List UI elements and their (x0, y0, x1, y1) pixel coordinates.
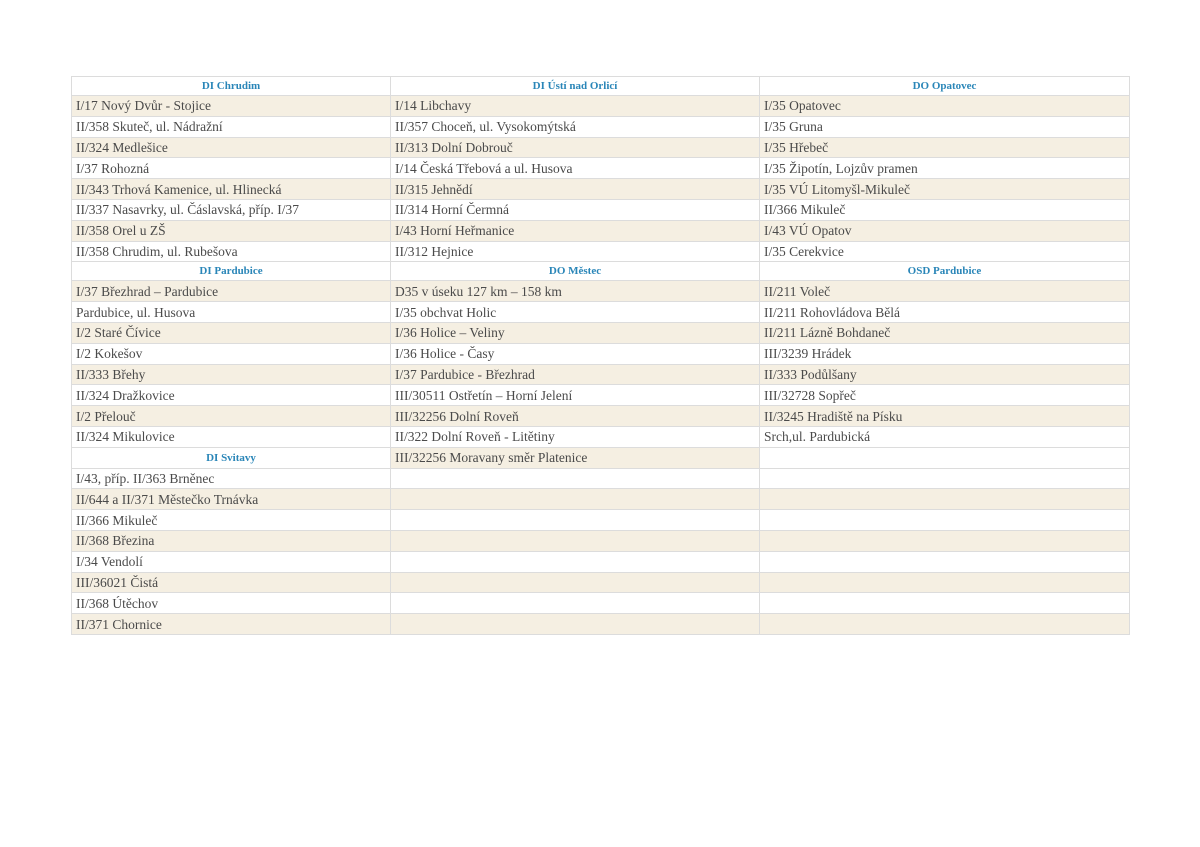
table-cell: I/43 VÚ Opatov (760, 220, 1130, 241)
table-cell-empty (391, 489, 760, 510)
table-cell: I/35 obchvat Holic (391, 302, 760, 323)
table-cell-empty (760, 447, 1130, 468)
table-cell: I/35 Gruna (760, 116, 1130, 137)
table-cell: I/37 Pardubice - Březhrad (391, 364, 760, 385)
table-cell: II/333 Břehy (72, 364, 391, 385)
table-cell: II/368 Březina (72, 530, 391, 551)
table-row (72, 551, 1130, 572)
table-cell: I/43, příp. II/363 Brněnec (72, 468, 391, 489)
table-row (72, 364, 1130, 385)
table-cell: I/36 Holice - Časy (391, 343, 760, 364)
table-cell: D35 v úseku 127 km – 158 km (391, 281, 760, 302)
table-row (72, 343, 1130, 364)
table-row (72, 179, 1130, 200)
section-title: OSD Pardubice (760, 262, 1130, 281)
table-cell: I/2 Kokešov (72, 343, 391, 364)
table-cell-empty (760, 510, 1130, 531)
table-cell: I/43 Horní Heřmanice (391, 220, 760, 241)
table-row (72, 593, 1130, 614)
table-cell: I/35 Opatovec (760, 96, 1130, 117)
table-row (72, 158, 1130, 179)
table-cell: II/366 Mikuleč (72, 510, 391, 531)
table-cell: III/30511 Ostřetín – Horní Jelení (391, 385, 760, 406)
table-row (72, 137, 1130, 158)
table-cell-empty (391, 510, 760, 531)
table-cell: II/358 Orel u ZŠ (72, 220, 391, 241)
table-cell: II/358 Chrudim, ul. Rubešova (72, 241, 391, 262)
table-row (72, 281, 1130, 302)
table-row (72, 614, 1130, 635)
table-cell: III/36021 Čistá (72, 572, 391, 593)
section-title: DI Svitavy (72, 447, 391, 468)
table-cell: II/313 Dolní Dobrouč (391, 137, 760, 158)
table-row (72, 530, 1130, 551)
table-cell: I/2 Staré Čívice (72, 322, 391, 343)
section-header-row (72, 262, 1130, 281)
table-cell-empty (760, 551, 1130, 572)
table-cell: II/343 Trhová Kamenice, ul. Hlinecká (72, 179, 391, 200)
section-title: DO Městec (391, 262, 760, 281)
table-cell: I/37 Březhrad – Pardubice (72, 281, 391, 302)
table-cell-empty (391, 468, 760, 489)
table-cell: Srch,ul. Pardubická (760, 426, 1130, 447)
table-cell: II/312 Hejnice (391, 241, 760, 262)
table-row (72, 116, 1130, 137)
table-cell-empty (760, 489, 1130, 510)
table-row (72, 199, 1130, 220)
table-row (72, 447, 1130, 468)
table-cell: II/314 Horní Čermná (391, 199, 760, 220)
table-cell: III/32256 Moravany směr Platenice (391, 447, 760, 468)
section-header-row (72, 77, 1130, 96)
table-cell: II/644 a II/371 Městečko Trnávka (72, 489, 391, 510)
table-cell: II/357 Choceň, ul. Vysokomýtská (391, 116, 760, 137)
table-cell-empty (391, 572, 760, 593)
table-cell: I/17 Nový Dvůr - Stojice (72, 96, 391, 117)
table-cell: II/324 Dražkovice (72, 385, 391, 406)
table-row (72, 489, 1130, 510)
table-cell: I/34 Vendolí (72, 551, 391, 572)
table-cell: II/366 Mikuleč (760, 199, 1130, 220)
table-cell-empty (391, 530, 760, 551)
table-row (72, 572, 1130, 593)
table-cell: I/35 Hřebeč (760, 137, 1130, 158)
table-cell: III/3239 Hrádek (760, 343, 1130, 364)
table-cell-empty (760, 530, 1130, 551)
table-cell: Pardubice, ul. Husova (72, 302, 391, 323)
table-cell: I/36 Holice – Veliny (391, 322, 760, 343)
table-cell: II/324 Medlešice (72, 137, 391, 158)
table-cell: I/14 Česká Třebová a ul. Husova (391, 158, 760, 179)
section-title: DI Ústí nad Orlicí (391, 77, 760, 96)
table-cell-empty (760, 593, 1130, 614)
table-cell-empty (760, 614, 1130, 635)
table-cell: II/333 Podůlšany (760, 364, 1130, 385)
table-cell: II/3245 Hradiště na Písku (760, 406, 1130, 427)
table-cell-empty (391, 593, 760, 614)
table-cell-empty (760, 572, 1130, 593)
table-cell: II/358 Skuteč, ul. Nádražní (72, 116, 391, 137)
table-row (72, 510, 1130, 531)
section-title: DI Chrudim (72, 77, 391, 96)
table-cell: I/35 VÚ Litomyšl-Mikuleč (760, 179, 1130, 200)
table-cell-empty (391, 551, 760, 572)
table-row (72, 406, 1130, 427)
table-row (72, 96, 1130, 117)
table-cell: II/368 Útěchov (72, 593, 391, 614)
table-cell: II/211 Lázně Bohdaneč (760, 322, 1130, 343)
section-title: DO Opatovec (760, 77, 1130, 96)
district-road-table (71, 76, 1130, 635)
table-cell: I/14 Libchavy (391, 96, 760, 117)
table-cell: II/337 Nasavrky, ul. Čáslavská, příp. I/37 (72, 199, 391, 220)
table-cell: I/37 Rohozná (72, 158, 391, 179)
table-row (72, 426, 1130, 447)
table-row (72, 322, 1130, 343)
table-row (72, 385, 1130, 406)
table-cell: II/322 Dolní Roveň - Litětiny (391, 426, 760, 447)
section-title: DI Pardubice (72, 262, 391, 281)
table-cell: II/211 Rohovládova Bělá (760, 302, 1130, 323)
table-body (72, 77, 1130, 635)
table-cell-empty (391, 614, 760, 635)
table-cell: II/211 Voleč (760, 281, 1130, 302)
table-row (72, 468, 1130, 489)
table-cell: III/32728 Sopřeč (760, 385, 1130, 406)
table-cell-empty (760, 468, 1130, 489)
table-cell: III/32256 Dolní Roveň (391, 406, 760, 427)
table-row (72, 241, 1130, 262)
table-cell: I/2 Přelouč (72, 406, 391, 427)
table-row (72, 220, 1130, 241)
table-cell: II/315 Jehnědí (391, 179, 760, 200)
table-cell: II/324 Mikulovice (72, 426, 391, 447)
table-cell: I/35 Žipotín, Lojzův pramen (760, 158, 1130, 179)
table-cell: II/371 Chornice (72, 614, 391, 635)
table-cell: I/35 Cerekvice (760, 241, 1130, 262)
table-row (72, 302, 1130, 323)
